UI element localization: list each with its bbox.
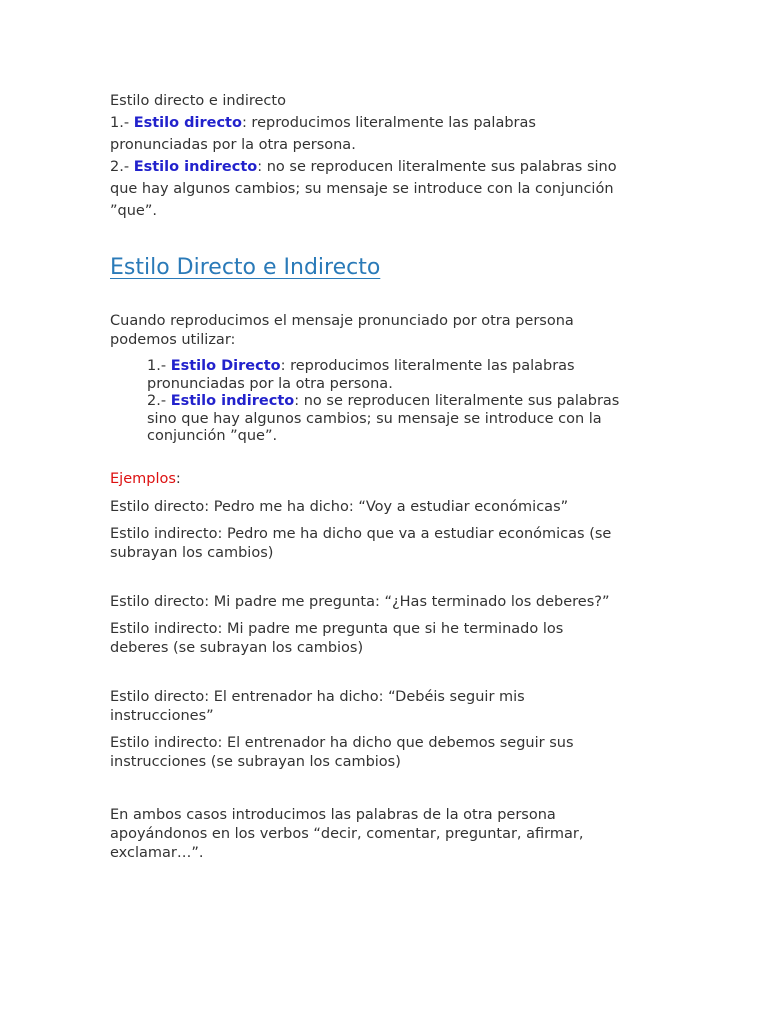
section-heading: Estilo Directo e Indirecto [110,255,381,280]
example-indirect: Estilo indirecto: Mi padre me pregunta que si he terminado los deberes (se subrayan los cambios) [110,620,564,656]
term-estilo-directo: Estilo Directo [170,358,281,374]
list-item: 2.- Estilo indirecto: no se reproducen literalmente sus palabras [147,393,620,409]
term-estilo-indirecto: Estilo indirecto [133,159,258,175]
example-pair [110,593,670,658]
closing-paragraph: En ambos casos introducimos las palabras de la otra persona apoyándonos en los verbos “decir, comentar, preguntar, afirmar, exclamar…”. [110,806,584,861]
list-item: 1.- Estilo Directo: reproducimos literalmente las palabras [147,358,575,374]
example-pair [110,498,670,563]
example-direct: Estilo directo: Mi padre me pregunta: “¿Has terminado los deberes?” [110,593,610,610]
summary-title: Estilo directo e indirecto [110,93,286,109]
document-content [110,90,670,863]
summary-item-1-cont: pronunciadas por la otra persona. [110,137,356,153]
summary-item-2-cont: que hay algunos cambios; su mensaje se introduce con la conjunción [110,181,614,197]
styles-list: 1.- Estilo Directo: reproducimos literalmente las palabras pronunciadas por la otra persona. 2.- Estilo indirecto: no se reproducen literalmente sus palabras sino que hay algunos cambios; su mensaje se introduce con la conjunción ”que”. [110,358,670,446]
summary-item-1: 1.- Estilo directo: reproducimos literalmente las palabras [110,115,536,131]
summary-item-2: 2.- Estilo indirecto: no se reproducen literalmente sus palabras sino [110,159,617,175]
summary-block [110,90,670,222]
example-pair [110,688,670,772]
summary-item-2-cont-2: ”que”. [110,203,157,219]
examples-label: Ejemplos: [110,470,181,487]
example-direct: Estilo directo: Pedro me ha dicho: “Voy a estudiar económicas” [110,498,569,515]
term-estilo-directo: Estilo directo [133,115,242,131]
intro-paragraph: Cuando reproducimos el mensaje pronunciado por otra persona podemos utilizar: [110,313,574,348]
term-estilo-indirecto: Estilo indirecto [170,393,295,409]
example-direct: Estilo directo: El entrenador ha dicho: “Debéis seguir mis instrucciones” [110,688,525,724]
example-indirect: Estilo indirecto: Pedro me ha dicho que va a estudiar económicas (se subrayan los cambios) [110,525,612,561]
example-indirect: Estilo indirecto: El entrenador ha dicho que debemos seguir sus instrucciones (se subrayan los cambios) [110,734,574,770]
